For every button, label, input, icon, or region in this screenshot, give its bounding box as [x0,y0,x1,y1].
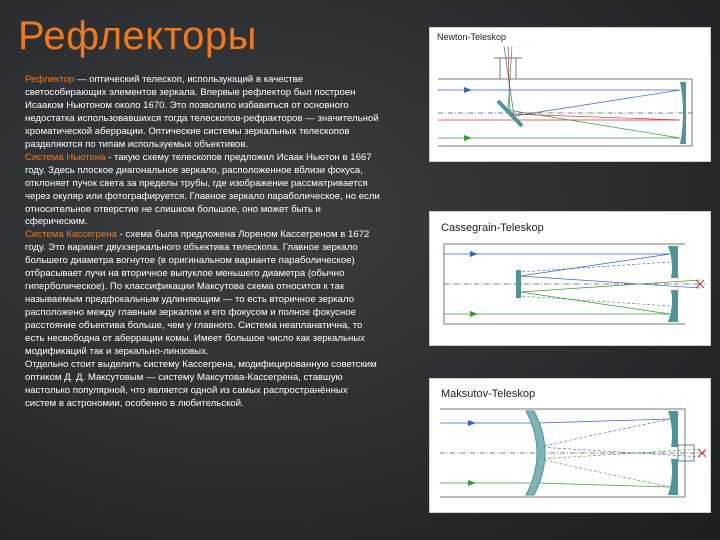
newton-diagram-title: Newton-Teleskop [437,32,507,42]
body-text [25,74,380,411]
paragraph-cassegrain [25,229,380,359]
maksutov-diagram-title: Maksutov-Teleskop [441,388,536,400]
paragraph-newton-text: - такую схему телескопов предложил Исаак Ньютон в 1667 году. Здесь плоское диагональное зеркало, расположенное вблизи фокуса, отклоняет пучок света за пределы трубы, где изображение рассматривается через окуляр или фотографируется. Главное зеркало параболическое, но если относительное отверстие не слишком большое, оно может быть и сферическим. [25,151,380,228]
newton-schematic [430,28,712,163]
paragraph-maksutov-text: Отдельно стоит выделить систему Кассегрена, модифицированную советским оптиком Д. Д. Максутовым — систему Максутова-Кассегрена, ставшую настолько популярной, что является одной из самых распространённых систем в астрономии, особенно в любительской. [25,358,377,409]
term-newton: Система Ньютона [25,151,106,163]
newton-diagram [429,27,711,162]
maksutov-schematic [430,379,712,514]
maksutov-diagram [429,378,711,513]
term-reflector: Рефлектор [25,74,75,85]
term-cassegrain: Система Кассегрена [25,229,117,241]
paragraph-reflector-text: — оптический телескоп, использующий в качестве светособирающих элементов зеркала. Впервые рефлектор был построен Исааком Ньютоном около 1670. Это позволило избавиться от основного недостатка использовавшихся тогда телескопов-рефракторов — значительной хроматической аберрации. Оптические системы зеркальных телескопов разделяются по типам используемых объективов. [25,74,379,150]
cassegrain-schematic [430,212,712,347]
paragraph-cassegrain-text: - схема была предложена Лореном Кассегреном в 1672 году. Это вариант двухзеркального объектива телескопа. Главное зеркало большего диаметра вогнутое (в оригинальном варианте параболическое) отбрасывает лучи на вторичное выпуклое меньшего диаметра (обычно гиперболическое). По классификации Максутова схема относится к так называемым предфокальным удлиняющим — то есть вторичное зеркало расположено между главным зеркалом и его фокусом и полное фокусное расстояние объектива больше, чем у главного. Система неапланатична, то есть несвободна от аберрации комы. Имеет большое число как зеркальных модификаций так и зеркально-линзовых. [25,229,370,358]
cassegrain-diagram [429,211,711,346]
paragraph-maksutov [25,359,380,411]
cassegrain-diagram-title: Cassegrain-Teleskop [441,222,544,234]
paragraph-reflector [25,74,380,152]
paragraph-newton [25,152,380,230]
slide-title: Рефлекторы [18,14,257,58]
